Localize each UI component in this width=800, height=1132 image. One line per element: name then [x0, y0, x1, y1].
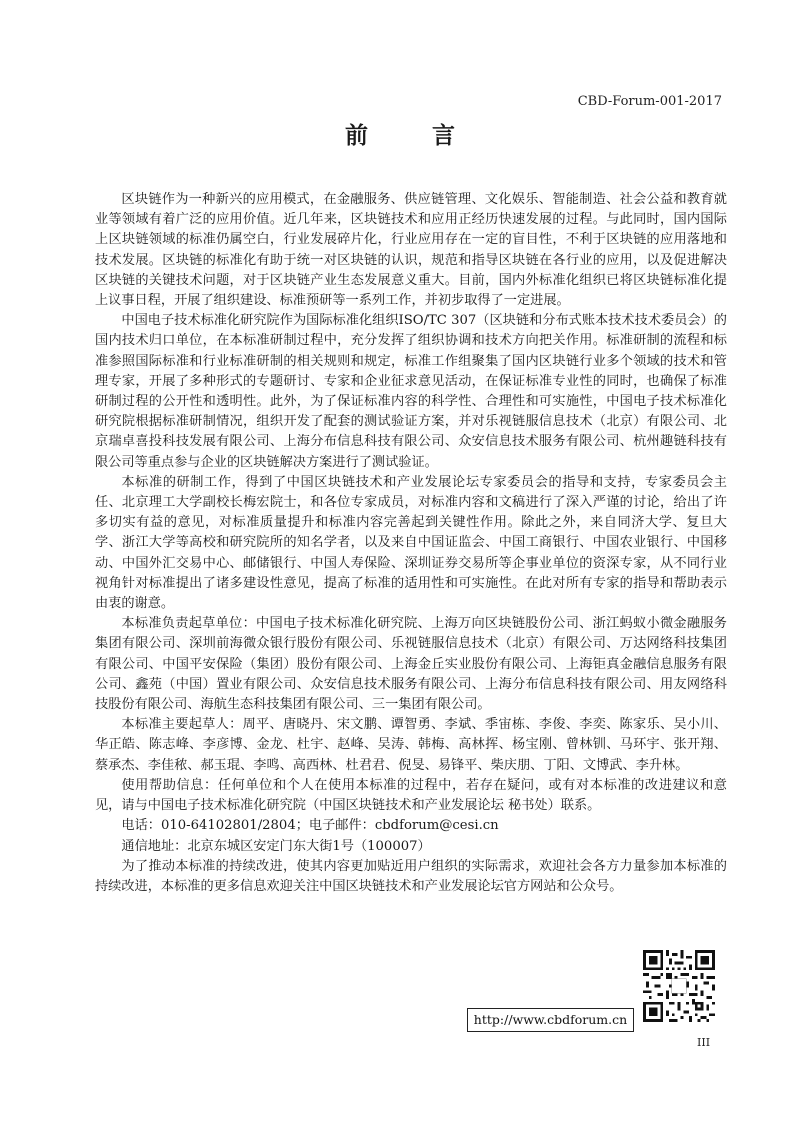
body-text — [95, 190, 727, 897]
page-number: III — [697, 1036, 711, 1049]
document-code: CBD-Forum-001-2017 — [577, 94, 722, 109]
paragraph-contact-phone-email: 电话：010-64102801/2804；电子邮件：cbdforum@cesi.cn — [121, 818, 499, 834]
qr-code-icon — [643, 950, 715, 1022]
paragraph-cesi-role: 中国电子技术标准化研究院作为国际标准化组织ISO/TC 307（区块链和分布式账本技术技术委员会）的国内技术归口单位，在本标准研制过程中，充分发挥了组织协调和技术方向把关作用。标准研制的流程和标准参照国际标准和行业标准研制的相关规则和规定，标准工作组聚集了国内区块链行业多个领域的技术和管理专家，开展了多种形式的专题研讨、专家和企业征求意见活动，在保证标准专业性的同时，也确保了标准研制过程的公开性和透明性。此外，为了保证标准内容的科学性、合理性和可实施性，中国电子技术标准化研究院根据标准研制情况，组织开发了配套的测试验证方案，并对乐视链服信息技术（北京）有限公司、北京瑞卓喜投科技发展有限公司、上海分布信息科技有限公司、众安信息技术服务有限公司、杭州趣链科技有限公司等重点参与企业的区块链解决方案进行了测试验证。 — [95, 313, 727, 470]
paragraph-improvement: 为了推动本标准的持续改进，使其内容更加贴近用户组织的实际需求，欢迎社会各方力量参加本标准的持续改进，本标准的更多信息欢迎关注中国区块链技术和产业发展论坛官方网站和公众号。 — [95, 858, 727, 894]
paragraph-intro: 区块链作为一种新兴的应用模式，在金融服务、供应链管理、文化娱乐、智能制造、社会公益和教育就业等领域有着广泛的应用价值。近几年来，区块链技术和应用正经历快速发展的过程。与此同时，国内国际上区块链领域的标准仍属空白，行业发展碎片化，行业应用存在一定的盲目性，不利于区块链的应用落地和技术发展。区块链的标准化有助于统一对区块链的认识，规范和指导区块链在各行业的应用，以及促进解决区块链的关键技术问题，对于区块链产业生态发展意义重大。目前，国内外标准化组织已将区块链标准化提上议事日程，开展了组织建设、标准预研等一系列工作，并初步取得了一定进展。 — [95, 192, 727, 309]
paragraph-drafters: 本标准主要起草人：周平、唐晓丹、宋文鹏、谭智勇、李斌、季宙栋、李俊、李奕、陈家乐、吴小川、华正皓、陈志峰、李彦博、金龙、杜宇、赵峰、吴涛、韩梅、高林挥、杨宝刚、曾林钏、马环宇、张开翔、蔡承杰、李佳秾、郝玉琨、李鸣、高西林、杜君君、倪旻、易锋平、柴庆朋、丁阳、文博武、李升林。 — [95, 717, 727, 773]
paragraph-help-info: 使用帮助信息：任何单位和个人在使用本标准的过程中，若存在疑问，或有对本标准的改进建议和意见，请与中国电子技术标准化研究院（中国区块链技术和产业发展论坛 秘书处）联系。 — [95, 777, 727, 814]
page-title: 前 言 — [344, 123, 483, 149]
paragraph-address: 通信地址：北京东城区安定门东大街1号（100007） — [121, 838, 431, 854]
paragraph-drafting-units: 本标准负责起草单位：中国电子技术标准化研究院、上海万向区块链股份公司、浙江蚂蚁小微金融服务集团有限公司、深圳前海微众银行股份有限公司、乐视链服信息技术（北京）有限公司、万达网络科技集团有限公司、中国平安保险（集团）股份有限公司、上海金丘实业股份有限公司、上海钜真金融信息服务有限公司、鑫苑（中国）置业有限公司、众安信息技术服务有限公司、上海分布信息科技有限公司、用友网络科技股份有限公司、海航生态科技集团有限公司、三一集团有限公司。 — [95, 616, 727, 713]
paragraph-acknowledgement: 本标准的研制工作，得到了中国区块链技术和产业发展论坛专家委员会的指导和支持，专家委员会主任、北京理工大学副校长梅宏院士，和各位专家成员，对标准内容和文稿进行了深入严谨的讨论，给出了许多切实有益的意见，对标准质量提升和标准内容完善起到关键性作用。除此之外，来自同济大学、复旦大学、浙江大学等高校和研究院所的知名学者，以及来自中国证监会、中国工商银行、中国农业银行、中国移动、中国外汇交易中心、邮储银行、中国人寿保险、深圳证券交易所等企事业单位的资深专家，从不同行业视角针对标准提出了诸多建设性意见，提高了标准的适用性和可实施性。在此对所有专家的指导和帮助表示由衷的谢意。 — [95, 474, 727, 612]
website-link[interactable]: http://www.cbdforum.cn — [467, 1008, 634, 1032]
